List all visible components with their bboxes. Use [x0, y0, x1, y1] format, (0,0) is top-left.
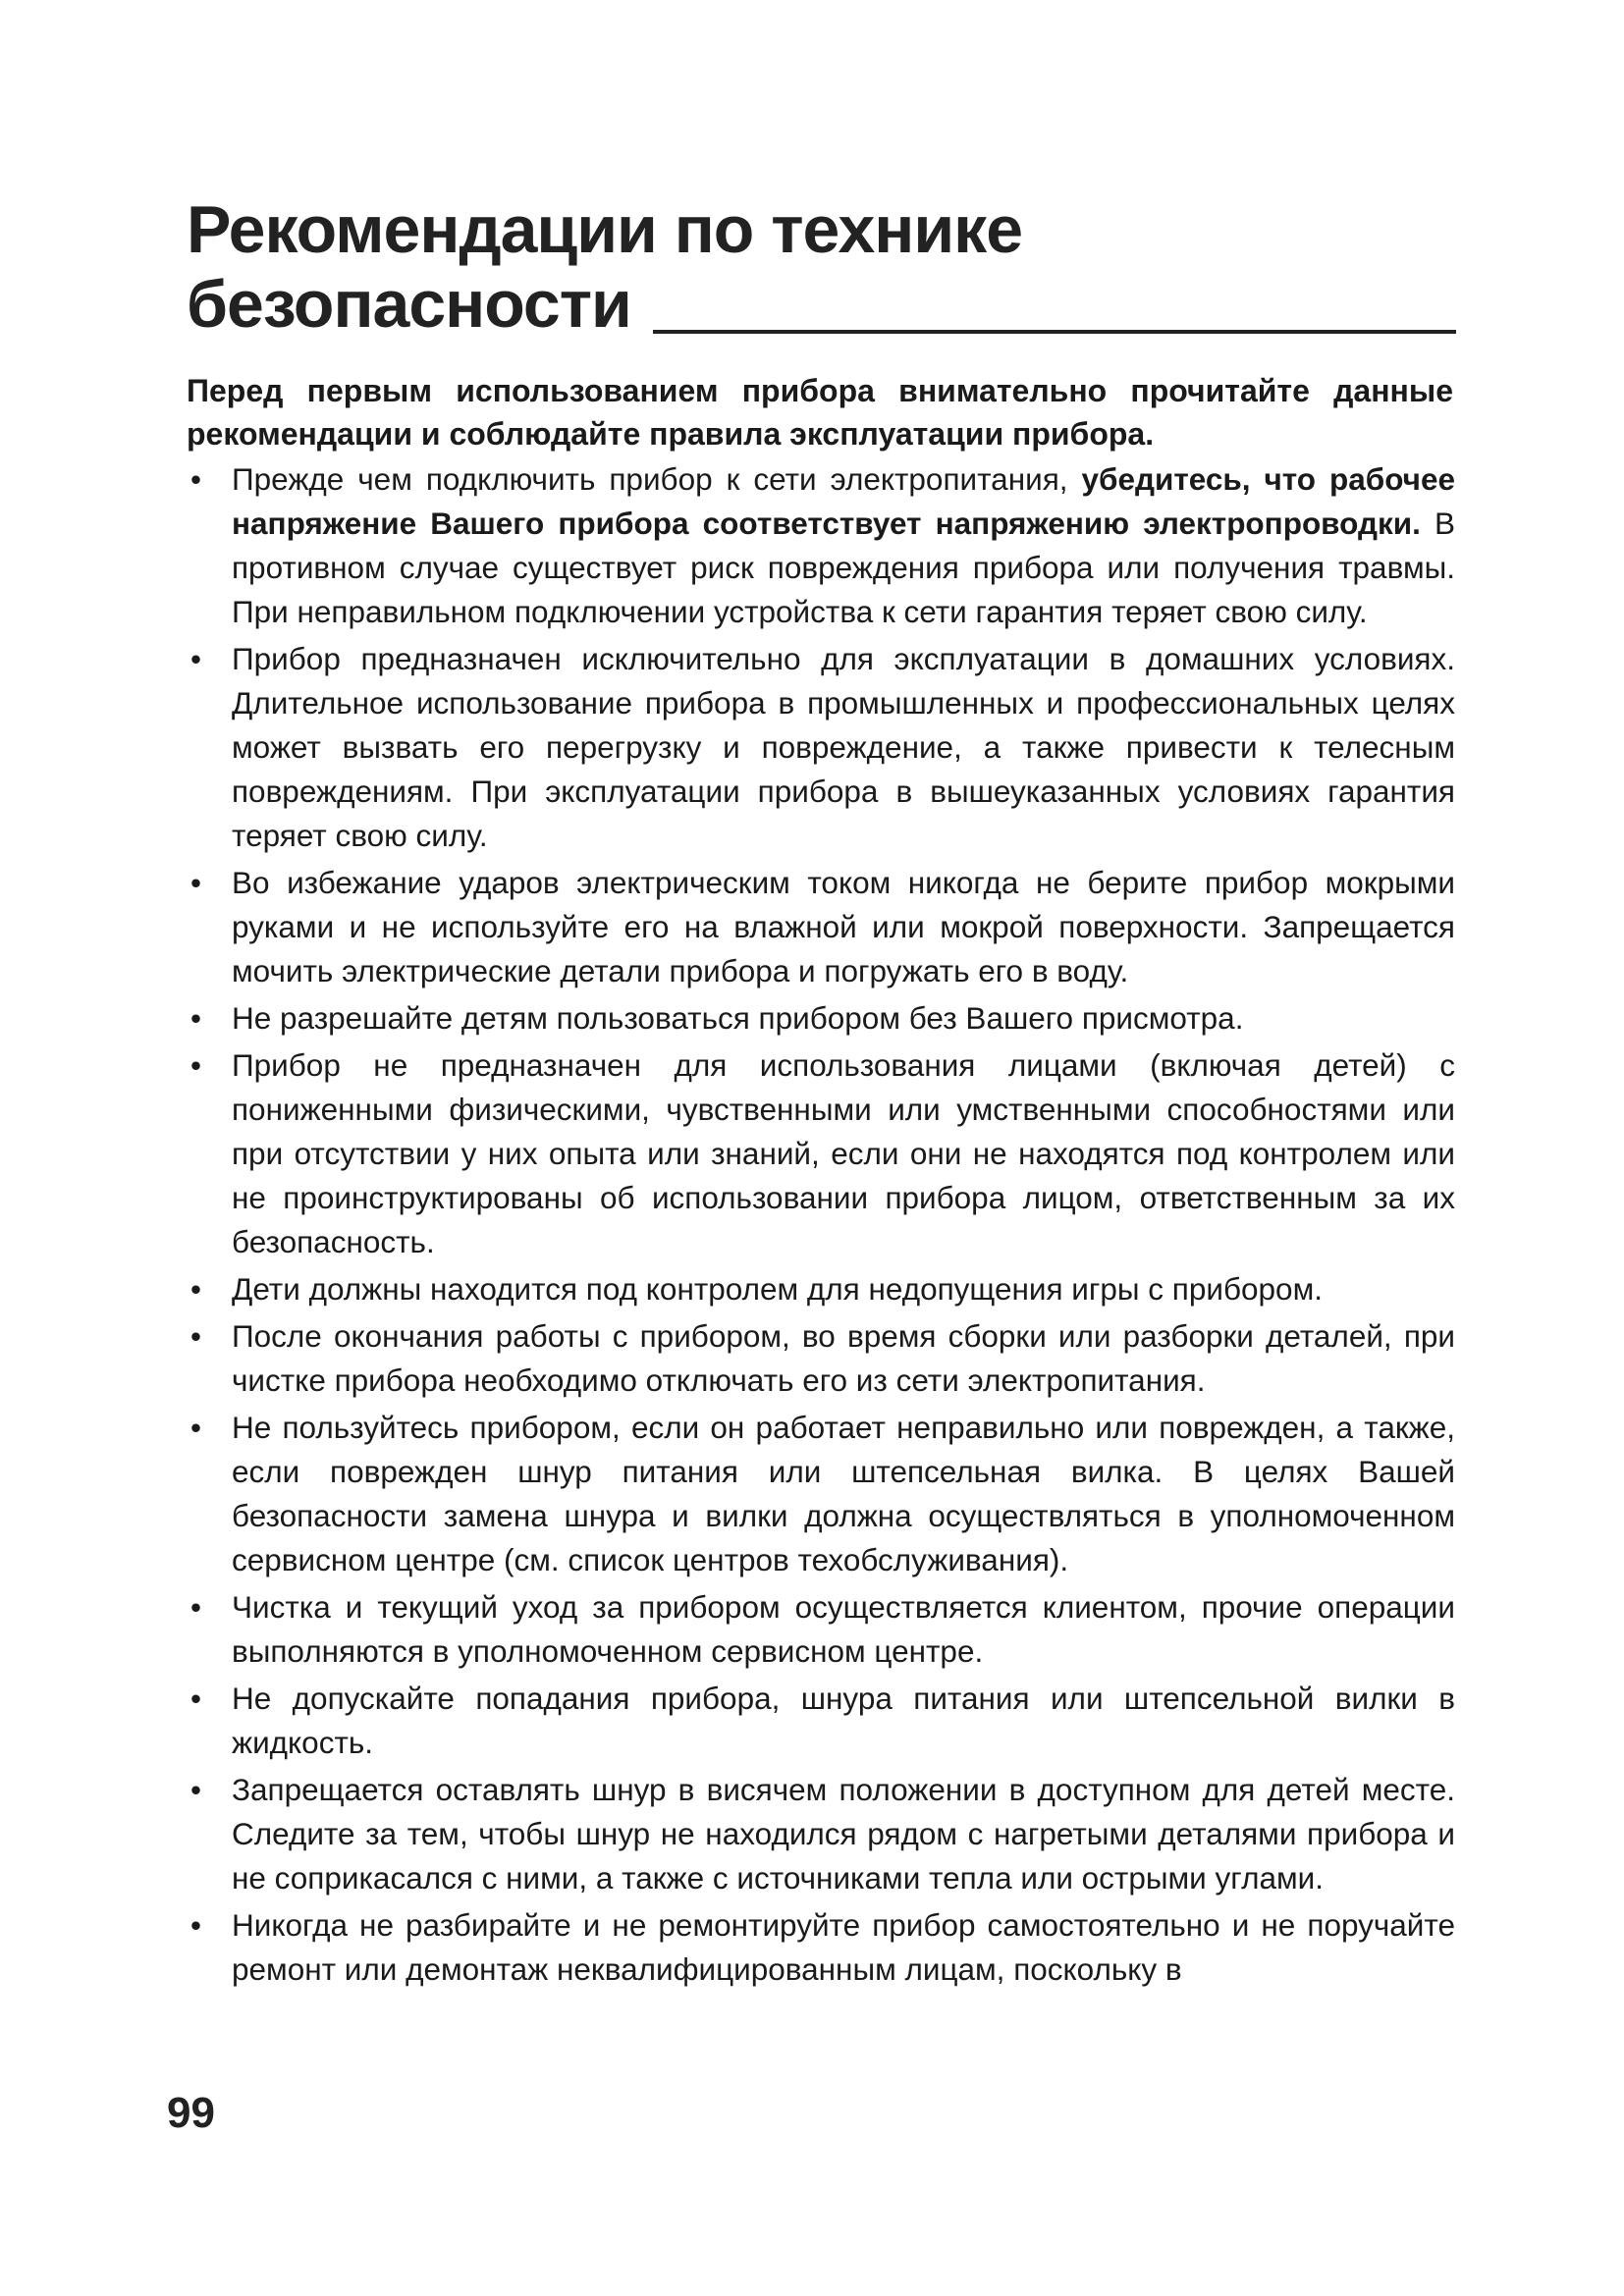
item-text: После окончания работы с прибором, во время сборки или разборки деталей, при чистке прибора необходимо отключать его из сети электропитания. — [232, 1318, 1455, 1398]
bullet-icon: • — [190, 1589, 202, 1625]
bullet-icon: • — [190, 1681, 202, 1716]
list-item — [187, 457, 1455, 634]
list-item — [187, 1903, 1455, 1992]
item-text: Запрещается оставлять шнур в висячем положении в доступном для детей месте. Следите за тем, чтобы шнур не находился рядом с нагретыми деталями прибора и не соприкасался с ними, а также с источниками тепла или острыми углами. — [232, 1772, 1455, 1896]
item-text: Не разрешайте детям пользоваться прибором без Вашего присмотра. — [232, 1000, 1244, 1036]
page-title — [187, 192, 1022, 342]
page-number: 99 — [167, 2089, 215, 2137]
item-text: Прибор предназначен исключительно для эксплуатации в домашних условиях. Длительное использование прибора в промышленных и профессиональных целях может вызвать его перегрузку и повреждение, а также привести к телесным повреждениям. При эксплуатации прибора в вышеуказанных условиях гарантия теряет свою силу. — [232, 641, 1455, 853]
list-item — [187, 1585, 1455, 1674]
bullet-icon: • — [190, 641, 202, 676]
list-item — [187, 1267, 1455, 1311]
item-text: Прежде чем подключить прибор к сети электропитания, — [232, 461, 1082, 497]
title-line-1: Рекомендации по технике — [187, 192, 1023, 267]
list-item — [187, 1406, 1455, 1582]
intro-paragraph: Перед первым использованием прибора внимательно прочитайте данные рекомендации и соблюдайте правила эксплуатации прибора. — [187, 373, 1453, 452]
list-item — [187, 637, 1455, 858]
list-item — [187, 1043, 1455, 1264]
item-text: В противном случае существует риск повреждения прибора или получения травмы. При неправильном подключении устройства к сети гарантия теряет свою силу. — [232, 506, 1455, 629]
list-item — [187, 996, 1455, 1041]
bullet-icon: • — [190, 1000, 202, 1036]
bullet-icon: • — [190, 461, 202, 497]
bullet-icon: • — [190, 1271, 202, 1307]
title-line-2: безопасности — [187, 267, 631, 342]
bullet-icon: • — [190, 1772, 202, 1807]
item-text: Не пользуйтесь прибором, если он работает неправильно или поврежден, а также, если поврежден шнур питания или штепсельная вилка. В целях Вашей безопасности замена шнура и вилки должна осуществляться в уполномоченном сервисном центре (см. список центров техобслуживания). — [232, 1410, 1455, 1577]
item-text: Дети должны находится под контролем для недопущения игры с прибором. — [232, 1271, 1323, 1307]
list-item — [187, 1768, 1455, 1900]
bullet-icon: • — [190, 1047, 202, 1083]
item-text: Не допускайте попадания прибора, шнура питания или штепсельной вилки в жидкость. — [232, 1681, 1455, 1760]
safety-list — [187, 457, 1455, 1995]
list-item — [187, 1314, 1455, 1403]
list-item — [187, 1677, 1455, 1765]
list-item — [187, 861, 1455, 993]
item-text-bold: убедитесь, что рабочее напряжение Вашего прибора соответствует напряжению электропроводки. — [232, 461, 1455, 541]
item-text: Никогда не разбирайте и не ремонтируйте прибор самостоятельно и не поручайте ремонт или демонтаж неквалифицированным лицам, поскольку в — [232, 1907, 1455, 1987]
title-underline-rule — [653, 330, 1456, 334]
bullet-icon: • — [190, 1318, 202, 1354]
bullet-icon: • — [190, 1410, 202, 1445]
item-text: Прибор не предназначен для использования лицами (включая детей) с пониженными физическими, чувственными или умственными способностями или при отсутствии у них опыта или знаний, если они не находятся под контролем или не проинструктированы об использовании прибора лицом, ответственным за их безопасность. — [232, 1047, 1455, 1259]
bullet-icon: • — [190, 865, 202, 900]
bullet-icon: • — [190, 1907, 202, 1943]
item-text: Чистка и текущий уход за прибором осуществляется клиентом, прочие операции выполняются в уполномоченном сервисном центре. — [232, 1589, 1455, 1669]
item-text: Во избежание ударов электрическим током никогда не берите прибор мокрыми руками и не используйте его на влажной или мокрой поверхности. Запрещается мочить электрические детали прибора и погружать его в воду. — [232, 865, 1455, 988]
